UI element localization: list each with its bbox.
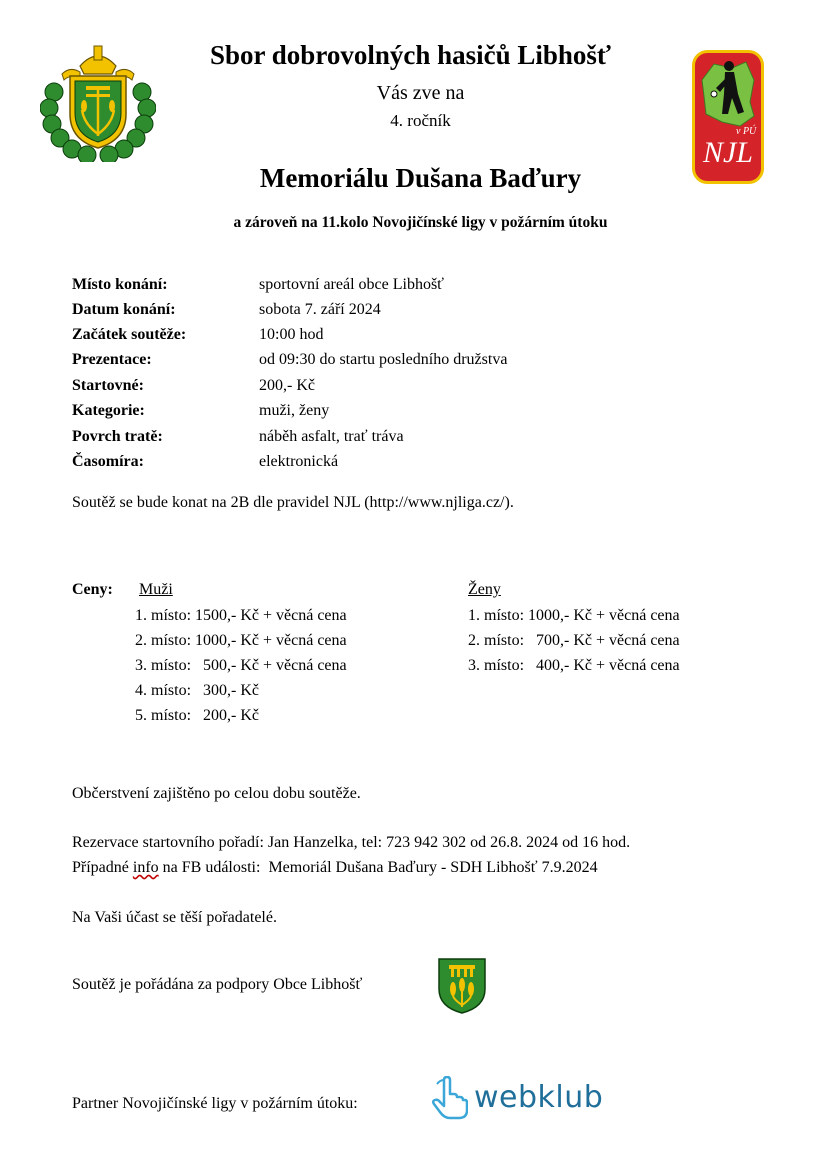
- njl-logo-top-text: v PÚ: [736, 126, 757, 137]
- info-value: od 09:30 do startu posledního družstva: [259, 351, 508, 368]
- partner-text: Partner Novojičínské ligy v požárním útoku:: [72, 1095, 358, 1112]
- info-value: 200,- Kč: [259, 377, 315, 394]
- reservation-text: Rezervace startovního pořadí: Jan Hanzelka, tel: 723 942 302 od 26.8. 2024 od 16 hod.: [72, 834, 631, 851]
- refreshments-text: Občerstvení zajištěno po celou dobu soutěže.: [72, 785, 361, 802]
- women-prize-1: 1. místo: 1000,- Kč + věcná cena: [468, 607, 680, 624]
- hand-pointer-icon: [432, 1076, 468, 1120]
- info-value: náběh asfalt, trať tráva: [259, 428, 404, 445]
- looking-forward-text: Na Vaši účast se těší pořadatelé.: [72, 909, 277, 926]
- men-prize-2: 2. místo: 1000,- Kč + věcná cena: [135, 632, 347, 649]
- info-value: 10:00 hod: [259, 326, 324, 343]
- fb-pre: Případné: [72, 859, 133, 876]
- memorial-title: Memoriálu Dušana Baďury: [259, 163, 582, 193]
- women-prizes-title: Ženy: [468, 581, 501, 598]
- info-label: Datum konání:: [72, 301, 176, 318]
- men-prize-3: 3. místo: 500,- Kč + věcná cena: [135, 657, 347, 674]
- info-label: Startovné:: [72, 377, 144, 394]
- info-value: elektronická: [259, 453, 339, 470]
- women-prize-3: 3. místo: 400,- Kč + věcná cena: [468, 657, 680, 674]
- men-prizes-title: Muži: [139, 581, 173, 598]
- men-prize-1: 1. místo: 1500,- Kč + věcná cena: [135, 607, 347, 624]
- info-value: sobota 7. září 2024: [259, 301, 381, 318]
- fb-event-line: [72, 859, 598, 877]
- info-label: Časomíra:: [72, 453, 144, 470]
- info-label: Povrch tratě:: [72, 428, 163, 445]
- info-value: sportovní areál obce Libhošť: [259, 276, 445, 293]
- fb-info-word: info: [132, 859, 159, 876]
- info-label: Kategorie:: [72, 402, 145, 419]
- info-label: Začátek soutěže:: [72, 326, 187, 343]
- info-label: Místo konání:: [72, 276, 168, 293]
- edition-text: 4. ročník: [390, 111, 451, 130]
- league-line: a zároveň na 11.kolo Novojičínské ligy v požárním útoku: [233, 214, 608, 231]
- njl-logo-main-text: NJL: [702, 136, 754, 169]
- rules-line: Soutěž se bude konat na 2B dle pravidel NJL (http://www.njliga.cz/).: [72, 494, 514, 511]
- webklub-logo-text: webklub: [474, 1080, 604, 1115]
- fb-post: na FB události: Memoriál Dušana Baďury - SDH Libhošť 7.9.2024: [158, 859, 598, 876]
- organizer-title: Sbor dobrovolných hasičů Libhošť: [210, 40, 611, 70]
- webklub-logo: [432, 1074, 602, 1122]
- support-text: Soutěž je pořádána za podpory Obce Libhošť: [72, 976, 363, 993]
- info-label: Prezentace:: [72, 351, 152, 368]
- women-prize-2: 2. místo: 700,- Kč + věcná cena: [468, 632, 680, 649]
- prizes-label: Ceny:: [72, 581, 113, 598]
- men-prize-5: 5. místo: 200,- Kč: [135, 707, 259, 724]
- info-value: muži, ženy: [259, 402, 330, 419]
- invite-text: Vás zve na: [376, 82, 465, 104]
- men-prize-4: 4. místo: 300,- Kč: [135, 682, 259, 699]
- municipality-coat-of-arms: [437, 957, 487, 1015]
